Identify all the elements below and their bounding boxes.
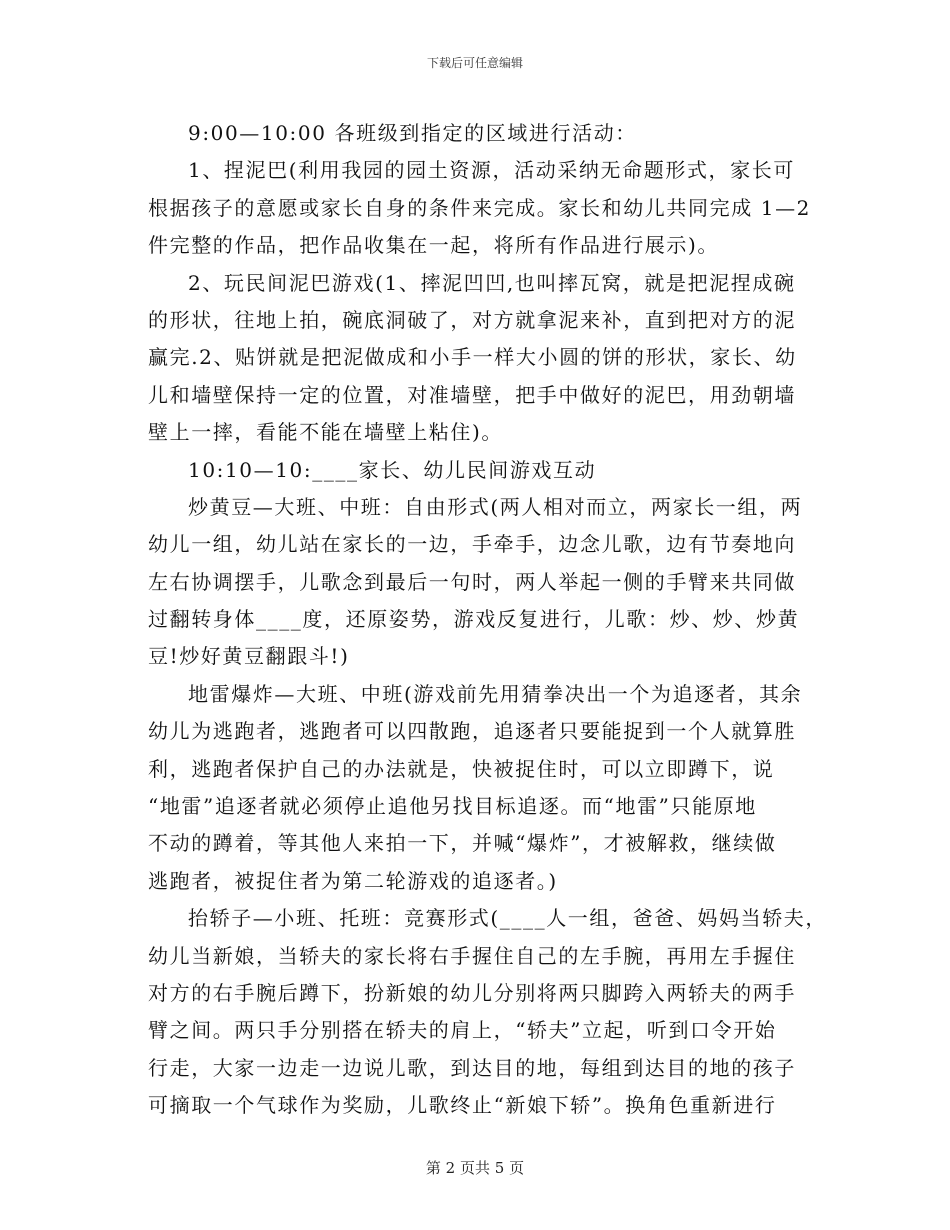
text-line: “地雷”追逐者就必须停止追他另找目标追逐。而“地雷”只能原地 <box>148 794 757 819</box>
text-line: 幼儿一组，幼儿站在家长的一边，手牵手，边念儿歌，边有节奏地向 <box>148 532 796 557</box>
text-line: 1、捏泥巴(利用我园的园土资源，活动采纳无命题形式，家长可 <box>188 158 795 183</box>
text-line: 的形状，往地上拍，碗底洞破了，对方就拿泥来补，直到把对方的泥 <box>148 307 796 332</box>
text-line: 抬轿子—小班、托班：竞赛形式(____人一组，爸爸、妈妈当轿夫， <box>188 906 828 931</box>
text-line: 地雷爆炸—大班、中班(游戏前先用猜拳决出一个为追逐者，其余 <box>188 681 803 706</box>
text-line: 10:10—10:____家长、幼儿民间游戏互动 <box>188 457 597 482</box>
text-line: 件完整的作品，把作品收集在一起，将所有作品进行展示)。 <box>148 233 720 258</box>
text-line: 2、玩民间泥巴游戏(1、摔泥凹凹,也叫摔瓦窝，就是把泥捏成碗 <box>188 270 796 295</box>
text-line: 可摘取一个气球作为奖励，儿歌终止“新娘下轿”。换角色重新进行 <box>148 1093 777 1118</box>
page-header: 下载后可任意编辑 <box>426 56 523 70</box>
body-text <box>148 115 828 1125</box>
text-line: 不动的蹲着，等其他人来拍一下，并喊“爆炸”，才被解救，继续做 <box>148 831 777 856</box>
text-line: 幼儿为逃跑者，逃跑者可以四散跑，追逐者只要能捉到一个人就算胜 <box>148 719 796 744</box>
text-line: 左右协调摆手，儿歌念到最后一句时，两人举起一侧的手臂来共同做 <box>148 569 796 594</box>
text-line: 9:00—10:00 各班级到指定的区域进行活动： <box>188 121 637 145</box>
text-line: 壁上一摔，看能不能在墙壁上粘住)。 <box>148 420 504 445</box>
text-line: 炒黄豆—大班、中班：自由形式(两人相对而立，两家长一组，两 <box>188 494 803 519</box>
text-line: 豆!炒好黄豆翻跟斗!) <box>148 644 350 669</box>
text-line: 利，逃跑者保护自己的办法就是，快被捉住时，可以立即蹲下，说 <box>148 756 775 781</box>
text-line: 幼儿当新娘，当轿夫的家长将右手握住自己的左手腕，再用左手握住 <box>148 943 796 968</box>
text-line: 过翻转身体____度，还原姿势，游戏反复进行，儿歌：炒、炒、炒黄 <box>148 607 800 632</box>
text-line: 臂之间。两只手分别搭在轿夫的肩上，“轿夫”立起，听到口令开始 <box>148 1018 777 1043</box>
text-line: 根据孩子的意愿或家长自身的条件来完成。家长和幼儿共同完成 1—2 <box>148 195 812 220</box>
page-footer: 第 2 页共 5 页 <box>425 1159 525 1177</box>
text-line: 儿和墙壁保持一定的位置，对准墙壁，把手中做好的泥巴，用劲朝墙 <box>148 382 796 407</box>
text-line: 对方的右手腕后蹲下，扮新娘的幼儿分别将两只脚跨入两轿夫的两手 <box>148 980 796 1005</box>
text-line: 行走，大家一边走一边说儿歌，到达目的地，每组到达目的地的孩子 <box>148 1055 796 1080</box>
text-line: 赢完.2、贴饼就是把泥做成和小手一样大小圆的饼的形状，家长、幼 <box>148 345 797 370</box>
text-line: 逃跑者，被捉住者为第二轮游戏的追逐者。) <box>148 868 558 893</box>
